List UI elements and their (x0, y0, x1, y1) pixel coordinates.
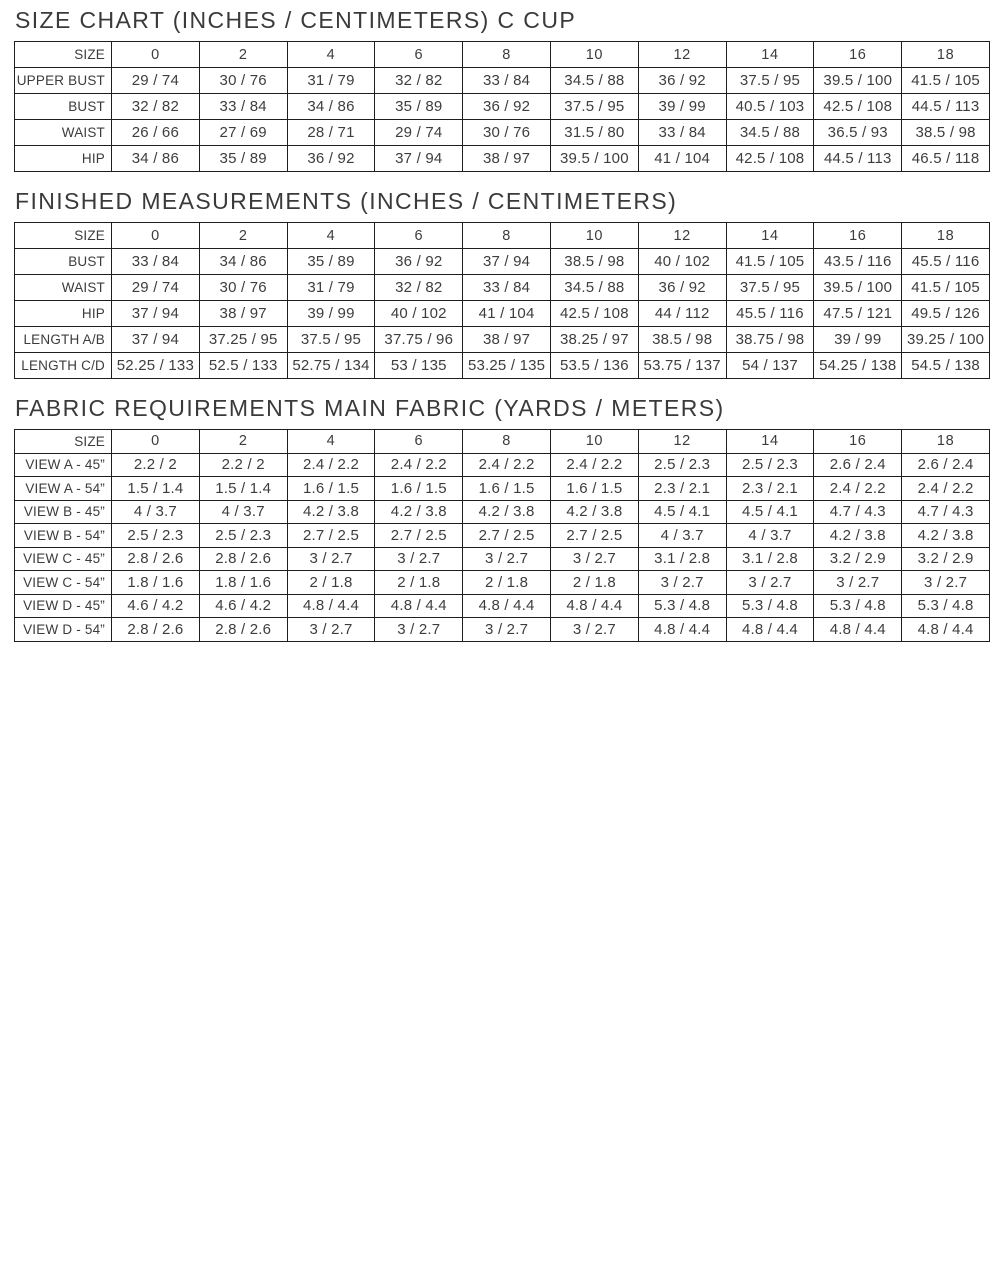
size-chart-table (14, 41, 990, 172)
measurement-cell: 33 / 84 (463, 68, 551, 94)
measurement-cell: 2.7 / 2.5 (287, 524, 375, 548)
measurement-cell: 2 / 1.8 (375, 571, 463, 595)
row-label: VIEW B - 54” (15, 524, 112, 548)
size-column-header: 8 (463, 223, 551, 249)
measurement-cell: 3 / 2.7 (463, 547, 551, 571)
measurement-cell: 30 / 76 (463, 120, 551, 146)
measurement-cell: 1.8 / 1.6 (199, 571, 287, 595)
measurement-cell: 37 / 94 (375, 146, 463, 172)
table-row (15, 353, 990, 379)
measurement-cell: 35 / 89 (375, 94, 463, 120)
size-column-header: 8 (463, 42, 551, 68)
fabric-requirements-section (14, 395, 990, 642)
measurement-cell: 4.2 / 3.8 (902, 524, 990, 548)
size-column-header: 10 (550, 42, 638, 68)
measurement-cell: 37.75 / 96 (375, 327, 463, 353)
size-column-header: 0 (112, 223, 200, 249)
measurement-cell: 2.4 / 2.2 (463, 453, 551, 477)
size-column-header: 16 (814, 223, 902, 249)
measurement-cell: 35 / 89 (199, 146, 287, 172)
measurement-cell: 30 / 76 (199, 68, 287, 94)
measurement-cell: 36 / 92 (463, 94, 551, 120)
measurement-cell: 4.2 / 3.8 (287, 500, 375, 524)
size-column-header: 0 (112, 430, 200, 454)
measurement-cell: 42.5 / 108 (726, 146, 814, 172)
measurement-cell: 3.1 / 2.8 (726, 547, 814, 571)
table-row (15, 249, 990, 275)
size-header-label: SIZE (15, 430, 112, 454)
measurement-cell: 39.25 / 100 (902, 327, 990, 353)
measurement-cell: 2.6 / 2.4 (814, 453, 902, 477)
measurement-cell: 31.5 / 80 (550, 120, 638, 146)
measurement-cell: 47.5 / 121 (814, 301, 902, 327)
row-label: VIEW A - 45” (15, 453, 112, 477)
measurement-cell: 38.5 / 98 (638, 327, 726, 353)
measurement-cell: 2.4 / 2.2 (550, 453, 638, 477)
size-column-header: 0 (112, 42, 200, 68)
measurement-cell: 4.2 / 3.8 (550, 500, 638, 524)
measurement-cell: 2.5 / 2.3 (199, 524, 287, 548)
measurement-cell: 2.8 / 2.6 (112, 618, 200, 642)
finished-measurements-table (14, 222, 990, 379)
measurement-cell: 31 / 79 (287, 68, 375, 94)
size-column-header: 12 (638, 223, 726, 249)
header-row (15, 42, 990, 68)
table-row (15, 571, 990, 595)
size-column-header: 10 (550, 223, 638, 249)
measurement-cell: 34 / 86 (112, 146, 200, 172)
measurement-cell: 5.3 / 4.8 (902, 594, 990, 618)
row-label: VIEW D - 45” (15, 594, 112, 618)
measurement-cell: 4.5 / 4.1 (638, 500, 726, 524)
measurement-cell: 3 / 2.7 (726, 571, 814, 595)
measurement-cell: 2.4 / 2.2 (375, 453, 463, 477)
measurement-cell: 2.5 / 2.3 (112, 524, 200, 548)
measurement-cell: 4 / 3.7 (112, 500, 200, 524)
measurement-cell: 49.5 / 126 (902, 301, 990, 327)
measurement-cell: 29 / 74 (112, 68, 200, 94)
measurement-cell: 33 / 84 (463, 275, 551, 301)
measurement-cell: 4.8 / 4.4 (287, 594, 375, 618)
measurement-cell: 30 / 76 (199, 275, 287, 301)
measurement-cell: 36 / 92 (638, 68, 726, 94)
measurement-cell: 38.75 / 98 (726, 327, 814, 353)
measurement-cell: 54.25 / 138 (814, 353, 902, 379)
row-label: VIEW A - 54” (15, 477, 112, 501)
measurement-cell: 37.5 / 95 (726, 275, 814, 301)
measurement-cell: 5.3 / 4.8 (814, 594, 902, 618)
size-column-header: 16 (814, 42, 902, 68)
size-chart-section (14, 7, 990, 172)
measurement-cell: 4.8 / 4.4 (463, 594, 551, 618)
row-label: VIEW D - 54” (15, 618, 112, 642)
size-column-header: 4 (287, 42, 375, 68)
measurement-cell: 34 / 86 (287, 94, 375, 120)
measurement-cell: 39.5 / 100 (814, 275, 902, 301)
measurement-cell: 41.5 / 105 (902, 275, 990, 301)
size-column-header: 18 (902, 42, 990, 68)
size-column-header: 2 (199, 430, 287, 454)
measurement-cell: 1.6 / 1.5 (375, 477, 463, 501)
measurement-cell: 37.5 / 95 (550, 94, 638, 120)
measurement-cell: 37 / 94 (463, 249, 551, 275)
measurement-cell: 54.5 / 138 (902, 353, 990, 379)
table-row (15, 618, 990, 642)
row-label: UPPER BUST (15, 68, 112, 94)
measurement-cell: 4.8 / 4.4 (726, 618, 814, 642)
measurement-cell: 4 / 3.7 (199, 500, 287, 524)
measurement-cell: 34 / 86 (199, 249, 287, 275)
table-row (15, 477, 990, 501)
measurement-cell: 42.5 / 108 (550, 301, 638, 327)
measurement-cell: 38 / 97 (199, 301, 287, 327)
measurement-cell: 28 / 71 (287, 120, 375, 146)
measurement-cell: 4 / 3.7 (726, 524, 814, 548)
table-row (15, 301, 990, 327)
measurement-cell: 37 / 94 (112, 301, 200, 327)
measurement-cell: 4.6 / 4.2 (112, 594, 200, 618)
measurement-cell: 3 / 2.7 (638, 571, 726, 595)
fabric-requirements-table (14, 429, 990, 642)
measurement-cell: 41 / 104 (463, 301, 551, 327)
measurement-cell: 1.6 / 1.5 (463, 477, 551, 501)
measurement-cell: 52.5 / 133 (199, 353, 287, 379)
measurement-cell: 38.25 / 97 (550, 327, 638, 353)
row-label: LENGTH C/D (15, 353, 112, 379)
measurement-cell: 44.5 / 113 (902, 94, 990, 120)
measurement-cell: 37.25 / 95 (199, 327, 287, 353)
measurement-cell: 39.5 / 100 (550, 146, 638, 172)
row-label: WAIST (15, 275, 112, 301)
measurement-cell: 36.5 / 93 (814, 120, 902, 146)
table-row (15, 275, 990, 301)
measurement-cell: 2.5 / 2.3 (638, 453, 726, 477)
measurement-cell: 52.75 / 134 (287, 353, 375, 379)
size-column-header: 12 (638, 42, 726, 68)
measurement-cell: 4.6 / 4.2 (199, 594, 287, 618)
row-label: VIEW B - 45” (15, 500, 112, 524)
fabric-requirements-title: FABRIC REQUIREMENTS MAIN FABRIC (YARDS / METERS) (15, 395, 725, 421)
measurement-cell: 2.3 / 2.1 (726, 477, 814, 501)
measurement-cell: 45.5 / 116 (902, 249, 990, 275)
measurement-cell: 32 / 82 (112, 94, 200, 120)
measurement-cell: 45.5 / 116 (726, 301, 814, 327)
measurement-cell: 3 / 2.7 (550, 547, 638, 571)
measurement-cell: 3 / 2.7 (287, 618, 375, 642)
measurement-cell: 4.8 / 4.4 (814, 618, 902, 642)
measurement-cell: 37.5 / 95 (726, 68, 814, 94)
measurement-cell: 3.2 / 2.9 (902, 547, 990, 571)
measurement-cell: 5.3 / 4.8 (638, 594, 726, 618)
row-label: HIP (15, 146, 112, 172)
size-column-header: 6 (375, 430, 463, 454)
size-column-header: 4 (287, 430, 375, 454)
measurement-cell: 2.6 / 2.4 (902, 453, 990, 477)
row-label: LENGTH A/B (15, 327, 112, 353)
measurement-cell: 3 / 2.7 (375, 618, 463, 642)
row-label: HIP (15, 301, 112, 327)
measurement-cell: 44 / 112 (638, 301, 726, 327)
measurement-cell: 2 / 1.8 (463, 571, 551, 595)
measurement-cell: 33 / 84 (638, 120, 726, 146)
measurement-cell: 3 / 2.7 (375, 547, 463, 571)
measurement-cell: 34.5 / 88 (550, 275, 638, 301)
size-column-header: 10 (550, 430, 638, 454)
measurement-cell: 4.8 / 4.4 (375, 594, 463, 618)
measurement-cell: 52.25 / 133 (112, 353, 200, 379)
row-label: BUST (15, 249, 112, 275)
measurement-cell: 32 / 82 (375, 275, 463, 301)
table-row (15, 524, 990, 548)
measurement-cell: 36 / 92 (638, 275, 726, 301)
size-column-header: 16 (814, 430, 902, 454)
measurement-cell: 53 / 135 (375, 353, 463, 379)
measurement-cell: 2.7 / 2.5 (463, 524, 551, 548)
measurement-cell: 1.5 / 1.4 (199, 477, 287, 501)
measurement-cell: 32 / 82 (375, 68, 463, 94)
size-column-header: 8 (463, 430, 551, 454)
measurement-cell: 35 / 89 (287, 249, 375, 275)
measurement-cell: 2 / 1.8 (550, 571, 638, 595)
measurement-cell: 36 / 92 (375, 249, 463, 275)
measurement-cell: 4.2 / 3.8 (814, 524, 902, 548)
measurement-cell: 2.4 / 2.2 (814, 477, 902, 501)
measurement-cell: 41.5 / 105 (726, 249, 814, 275)
measurement-cell: 4.7 / 4.3 (814, 500, 902, 524)
measurement-cell: 53.25 / 135 (463, 353, 551, 379)
measurement-cell: 36 / 92 (287, 146, 375, 172)
table-row (15, 327, 990, 353)
measurement-cell: 26 / 66 (112, 120, 200, 146)
measurement-cell: 40 / 102 (375, 301, 463, 327)
measurement-cell: 43.5 / 116 (814, 249, 902, 275)
measurement-cell: 34.5 / 88 (550, 68, 638, 94)
row-label: WAIST (15, 120, 112, 146)
measurement-cell: 1.8 / 1.6 (112, 571, 200, 595)
measurement-cell: 31 / 79 (287, 275, 375, 301)
measurement-cell: 37.5 / 95 (287, 327, 375, 353)
measurement-cell: 2.8 / 2.6 (112, 547, 200, 571)
size-header-label: SIZE (15, 42, 112, 68)
measurement-cell: 38.5 / 98 (902, 120, 990, 146)
measurement-cell: 2.5 / 2.3 (726, 453, 814, 477)
measurement-cell: 2.8 / 2.6 (199, 547, 287, 571)
measurement-cell: 29 / 74 (112, 275, 200, 301)
measurement-cell: 29 / 74 (375, 120, 463, 146)
size-column-header: 2 (199, 223, 287, 249)
measurement-cell: 3 / 2.7 (463, 618, 551, 642)
measurement-cell: 5.3 / 4.8 (726, 594, 814, 618)
measurement-cell: 40 / 102 (638, 249, 726, 275)
measurement-cell: 3 / 2.7 (902, 571, 990, 595)
measurement-cell: 41.5 / 105 (902, 68, 990, 94)
measurement-cell: 4.2 / 3.8 (463, 500, 551, 524)
size-column-header: 14 (726, 223, 814, 249)
measurement-cell: 39 / 99 (814, 327, 902, 353)
header-row (15, 223, 990, 249)
measurement-cell: 4.8 / 4.4 (638, 618, 726, 642)
measurement-cell: 2.2 / 2 (199, 453, 287, 477)
measurement-cell: 4.5 / 4.1 (726, 500, 814, 524)
table-row (15, 500, 990, 524)
measurement-cell: 44.5 / 113 (814, 146, 902, 172)
measurement-cell: 40.5 / 103 (726, 94, 814, 120)
measurement-cell: 3.2 / 2.9 (814, 547, 902, 571)
measurement-cell: 2.7 / 2.5 (375, 524, 463, 548)
measurement-cell: 42.5 / 108 (814, 94, 902, 120)
row-label: VIEW C - 45” (15, 547, 112, 571)
size-column-header: 18 (902, 223, 990, 249)
measurement-cell: 2.8 / 2.6 (199, 618, 287, 642)
table-row (15, 120, 990, 146)
size-column-header: 18 (902, 430, 990, 454)
measurement-cell: 4.2 / 3.8 (375, 500, 463, 524)
size-column-header: 2 (199, 42, 287, 68)
measurement-cell: 53.75 / 137 (638, 353, 726, 379)
measurement-cell: 33 / 84 (112, 249, 200, 275)
measurement-cell: 4 / 3.7 (638, 524, 726, 548)
measurement-cell: 33 / 84 (199, 94, 287, 120)
size-column-header: 14 (726, 42, 814, 68)
table-row (15, 94, 990, 120)
row-label: BUST (15, 94, 112, 120)
measurement-cell: 27 / 69 (199, 120, 287, 146)
size-header-label: SIZE (15, 223, 112, 249)
measurement-cell: 4.8 / 4.4 (550, 594, 638, 618)
measurement-cell: 39 / 99 (638, 94, 726, 120)
size-column-header: 4 (287, 223, 375, 249)
measurement-cell: 2.2 / 2 (112, 453, 200, 477)
measurement-cell: 38 / 97 (463, 146, 551, 172)
measurement-cell: 41 / 104 (638, 146, 726, 172)
measurement-cell: 2 / 1.8 (287, 571, 375, 595)
table-row (15, 453, 990, 477)
measurement-cell: 54 / 137 (726, 353, 814, 379)
measurement-cell: 1.6 / 1.5 (287, 477, 375, 501)
measurement-cell: 53.5 / 136 (550, 353, 638, 379)
measurement-cell: 39 / 99 (287, 301, 375, 327)
measurement-cell: 34.5 / 88 (726, 120, 814, 146)
measurement-cell: 3.1 / 2.8 (638, 547, 726, 571)
measurement-cell: 2.4 / 2.2 (287, 453, 375, 477)
measurement-cell: 1.6 / 1.5 (550, 477, 638, 501)
measurement-cell: 39.5 / 100 (814, 68, 902, 94)
measurement-cell: 38.5 / 98 (550, 249, 638, 275)
measurement-cell: 4.8 / 4.4 (902, 618, 990, 642)
measurement-cell: 2.4 / 2.2 (902, 477, 990, 501)
table-row (15, 146, 990, 172)
measurement-cell: 38 / 97 (463, 327, 551, 353)
row-label: VIEW C - 54” (15, 571, 112, 595)
measurement-cell: 3 / 2.7 (814, 571, 902, 595)
measurement-cell: 2.7 / 2.5 (550, 524, 638, 548)
table-row (15, 68, 990, 94)
measurement-cell: 2.3 / 2.1 (638, 477, 726, 501)
measurement-cell: 3 / 2.7 (550, 618, 638, 642)
finished-measurements-section (14, 188, 990, 379)
measurement-cell: 3 / 2.7 (287, 547, 375, 571)
measurement-cell: 37 / 94 (112, 327, 200, 353)
header-row (15, 430, 990, 454)
measurement-cell: 4.7 / 4.3 (902, 500, 990, 524)
size-column-header: 6 (375, 42, 463, 68)
size-chart-title: SIZE CHART (INCHES / CENTIMETERS) C CUP (15, 7, 577, 33)
table-row (15, 594, 990, 618)
finished-measurements-title: FINISHED MEASUREMENTS (INCHES / CENTIMETERS) (15, 188, 678, 214)
measurement-cell: 46.5 / 118 (902, 146, 990, 172)
size-column-header: 6 (375, 223, 463, 249)
measurement-cell: 1.5 / 1.4 (112, 477, 200, 501)
size-column-header: 12 (638, 430, 726, 454)
table-row (15, 547, 990, 571)
size-column-header: 14 (726, 430, 814, 454)
